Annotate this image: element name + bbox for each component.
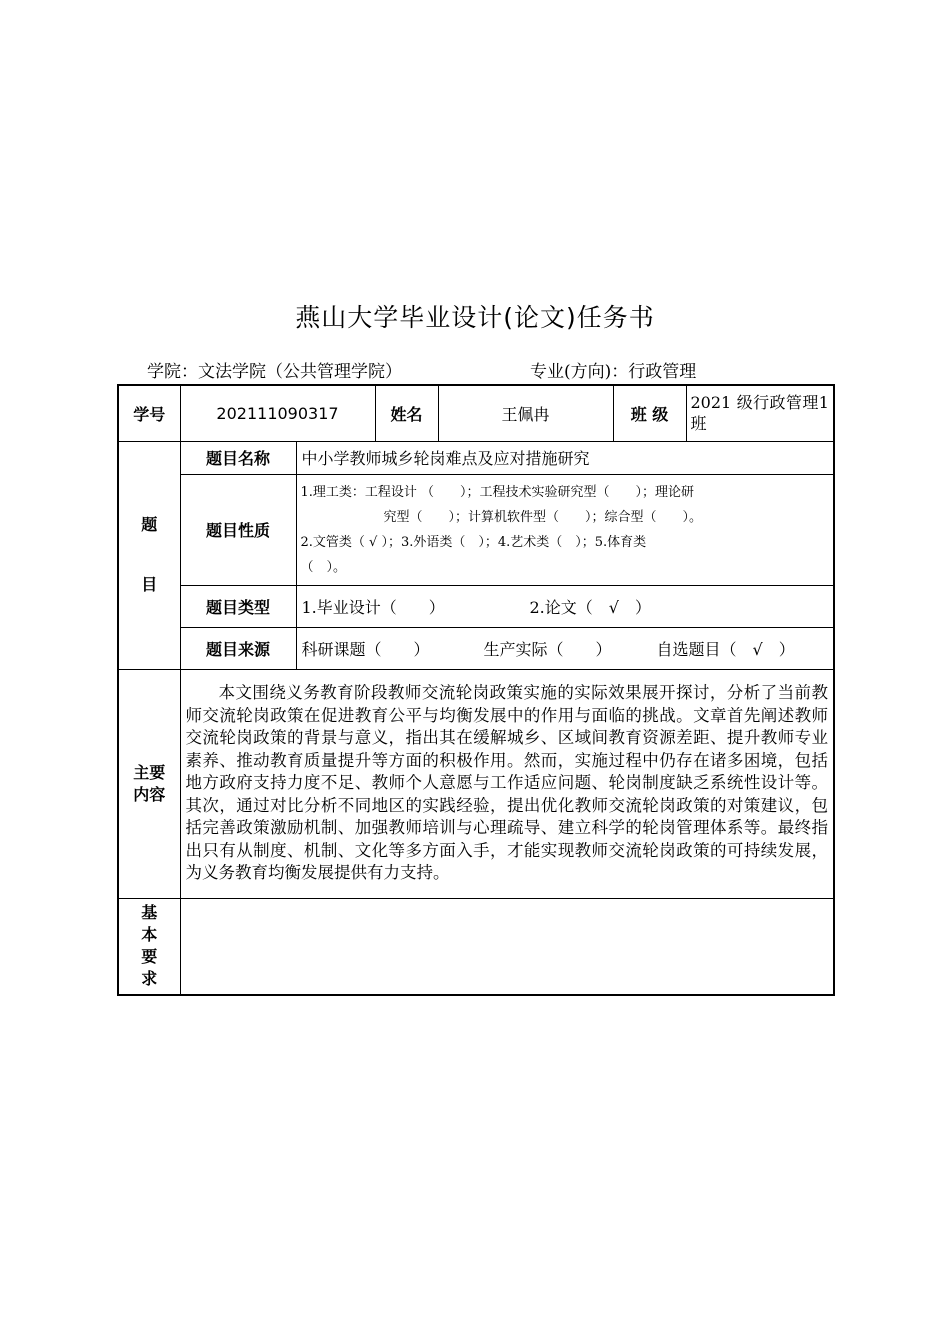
type-option-graduation-design: 1.毕业设计（ ）: [301, 597, 445, 617]
source-option-self-selected: 自选题目（ √ ）: [656, 639, 795, 659]
main-content-label-2: 内容: [133, 784, 166, 804]
topic-source-value: [296, 627, 834, 669]
task-table: [117, 384, 835, 996]
topic-type-label: 题目类型: [180, 585, 296, 627]
college-label: 学院：: [147, 362, 198, 382]
major-line: [530, 357, 696, 382]
topic-label-char-2: 目: [141, 575, 158, 594]
name-value: 王佩冉: [438, 385, 613, 441]
class-value: 2021 级行政管理1班: [686, 385, 834, 441]
class-label: 班 级: [613, 385, 686, 441]
student-info-row: [118, 385, 834, 441]
nature-line-4: （ ）。: [300, 559, 347, 575]
college-line: [147, 357, 402, 382]
student-id-label: 学号: [118, 385, 180, 441]
topic-name-row: [118, 441, 834, 474]
topic-name-label: 题目名称: [180, 441, 296, 474]
name-label: 姓名: [375, 385, 438, 441]
topic-source-label: 题目来源: [180, 627, 296, 669]
main-content-row: [118, 669, 834, 898]
topic-nature-label: 题目性质: [180, 474, 296, 585]
topic-nature-value: [296, 474, 834, 585]
main-content-label-1: 主要: [133, 762, 166, 782]
topic-label-char-1: 题: [141, 515, 158, 534]
nature-line-1: 1.理工类：工程设计 （ ）；工程技术实验研究型（ ）；理论研: [300, 484, 695, 500]
type-option-thesis: 2.论文（ √ ）: [529, 597, 651, 617]
main-content-label: [118, 669, 180, 898]
topic-type-value: [296, 585, 834, 627]
basic-requirements-label: [118, 898, 180, 995]
source-option-production: 生产实际（ ）: [483, 639, 612, 659]
basic-requirements-label-1: 基: [141, 903, 158, 923]
topic-section-label: [118, 441, 180, 669]
nature-line-2: 究型（ ）；计算机软件型（ ）；综合型（ ）。: [383, 509, 703, 525]
student-id-value: 202111090317: [180, 385, 375, 441]
basic-requirements-label-3: 要: [141, 947, 158, 967]
basic-requirements-text: [180, 898, 834, 995]
basic-requirements-label-2: 本: [141, 925, 158, 945]
page-title: 燕山大学毕业设计(论文)任务书: [295, 303, 655, 332]
topic-name-value: 中小学教师城乡轮岗难点及应对措施研究: [296, 441, 834, 474]
topic-source-row: [118, 627, 834, 669]
basic-requirements-row: [118, 898, 834, 995]
source-option-research: 科研课题（ ）: [301, 639, 430, 659]
topic-nature-row: [118, 474, 834, 585]
major-label: 专业(方向)：: [530, 362, 629, 382]
topic-type-row: [118, 585, 834, 627]
nature-line-3: 2.文管类（ √ ）；3.外语类（ ）；4.艺术类（ ）；5.体育类: [300, 534, 647, 550]
main-content-text: 本文围绕义务教育阶段教师交流轮岗政策实施的实际效果展开探讨，分析了当前教师交流轮岗政策在促进教育公平与均衡发展中的作用与面临的挑战。文章首先阐述教师交流轮岗政策的背景与意义，指出其在缓解城乡、区域间教育资源差距、提升教师专业素养、推动教育质量提升等方面的积极作用。然而，实施过程中仍存在诸多困境，包括地方政府支持力度不足、教师个人意愿与工作适应问题、轮岗制度缺乏系统性设计等。其次，通过对比分析不同地区的实践经验，提出优化教师交流轮岗政策的对策建议，包括完善政策激励机制、加强教师培训与心理疏导、建立科学的轮岗管理体系等。最终指出只有从制度、机制、文化等多方面入手，才能实现教师交流轮岗政策的可持续发展，为义务教育均衡发展提供有力支持。: [180, 669, 834, 898]
major-value: 行政管理: [628, 362, 697, 382]
college-value: 文法学院（公共管理学院）: [198, 362, 402, 382]
basic-requirements-label-4: 求: [141, 969, 158, 989]
